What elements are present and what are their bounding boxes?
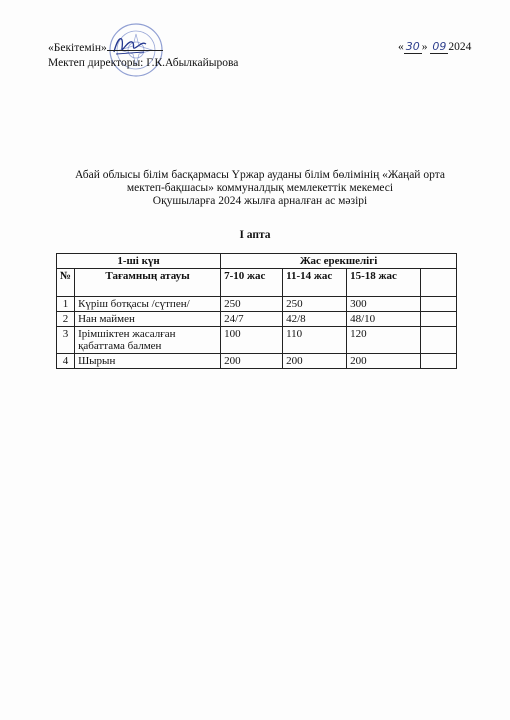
date-day: 30 <box>405 40 420 53</box>
table-header-row-2 <box>57 269 457 297</box>
table-row <box>57 312 457 327</box>
col-dish-header: Тағамның атауы <box>75 269 221 297</box>
dish-name: Шырын <box>75 354 221 369</box>
document-title <box>40 169 480 208</box>
portion-7-10: 200 <box>221 354 283 369</box>
col-age-7-10-header: 7-10 жас <box>221 269 283 297</box>
title-line-2: мектеп-бақшасы» коммуналдық мемлекеттік мекемесі <box>126 182 394 194</box>
title-line-3: Оқушыларға 2024 жылға арналған ас мәзірі <box>152 195 368 207</box>
col-age-15-18-header: 15-18 жас <box>347 269 421 297</box>
date-year: 2024 <box>448 41 472 53</box>
table-row <box>57 327 457 354</box>
portion-11-14: 200 <box>283 354 347 369</box>
date-month: 09 <box>432 40 447 53</box>
approval-date <box>398 40 471 53</box>
portion-7-10: 24/7 <box>221 312 283 327</box>
row-number: 4 <box>57 354 75 369</box>
dish-name: Күріш ботқасы /сүтпен/ <box>75 297 221 312</box>
portion-15-18: 120 <box>347 327 421 354</box>
age-header: Жас ерекшелігі <box>221 254 457 269</box>
portion-15-18: 200 <box>347 354 421 369</box>
portion-15-18: 300 <box>347 297 421 312</box>
date-close-quote: » <box>421 41 428 53</box>
table-row <box>57 297 457 312</box>
col-age-11-14-header: 11-14 жас <box>283 269 347 297</box>
signature-line <box>107 40 163 51</box>
dish-name: Ірімшіктен жасалған қабаттама балмен <box>75 327 221 354</box>
empty-header-cell <box>421 269 457 297</box>
col-number-header: № <box>57 269 75 297</box>
day-header: 1-ші күн <box>57 254 221 269</box>
portion-11-14: 250 <box>283 297 347 312</box>
row-number: 3 <box>57 327 75 354</box>
empty-cell <box>421 297 457 312</box>
dish-name: Нан маймен <box>75 312 221 327</box>
portion-11-14: 110 <box>283 327 347 354</box>
table-header-row-1 <box>57 254 457 269</box>
row-number: 1 <box>57 297 75 312</box>
menu-table <box>56 253 457 369</box>
approval-block <box>48 40 238 71</box>
empty-cell <box>421 312 457 327</box>
week-label: I апта <box>239 229 271 241</box>
director-line: Мектеп директоры: Г.К.Абылкайырова <box>48 57 239 69</box>
portion-11-14: 42/8 <box>283 312 347 327</box>
approval-label: «Бекітемін» <box>48 42 107 54</box>
portion-15-18: 48/10 <box>347 312 421 327</box>
date-open-quote: « <box>398 41 404 53</box>
portion-7-10: 250 <box>221 297 283 312</box>
row-number: 2 <box>57 312 75 327</box>
title-line-1: Абай облысы білім басқармасы Үржар ауданы білім бөлімінің «Жаңай орта <box>75 169 445 181</box>
portion-7-10: 100 <box>221 327 283 354</box>
empty-cell <box>421 327 457 354</box>
table-row <box>57 354 457 369</box>
empty-cell <box>421 354 457 369</box>
